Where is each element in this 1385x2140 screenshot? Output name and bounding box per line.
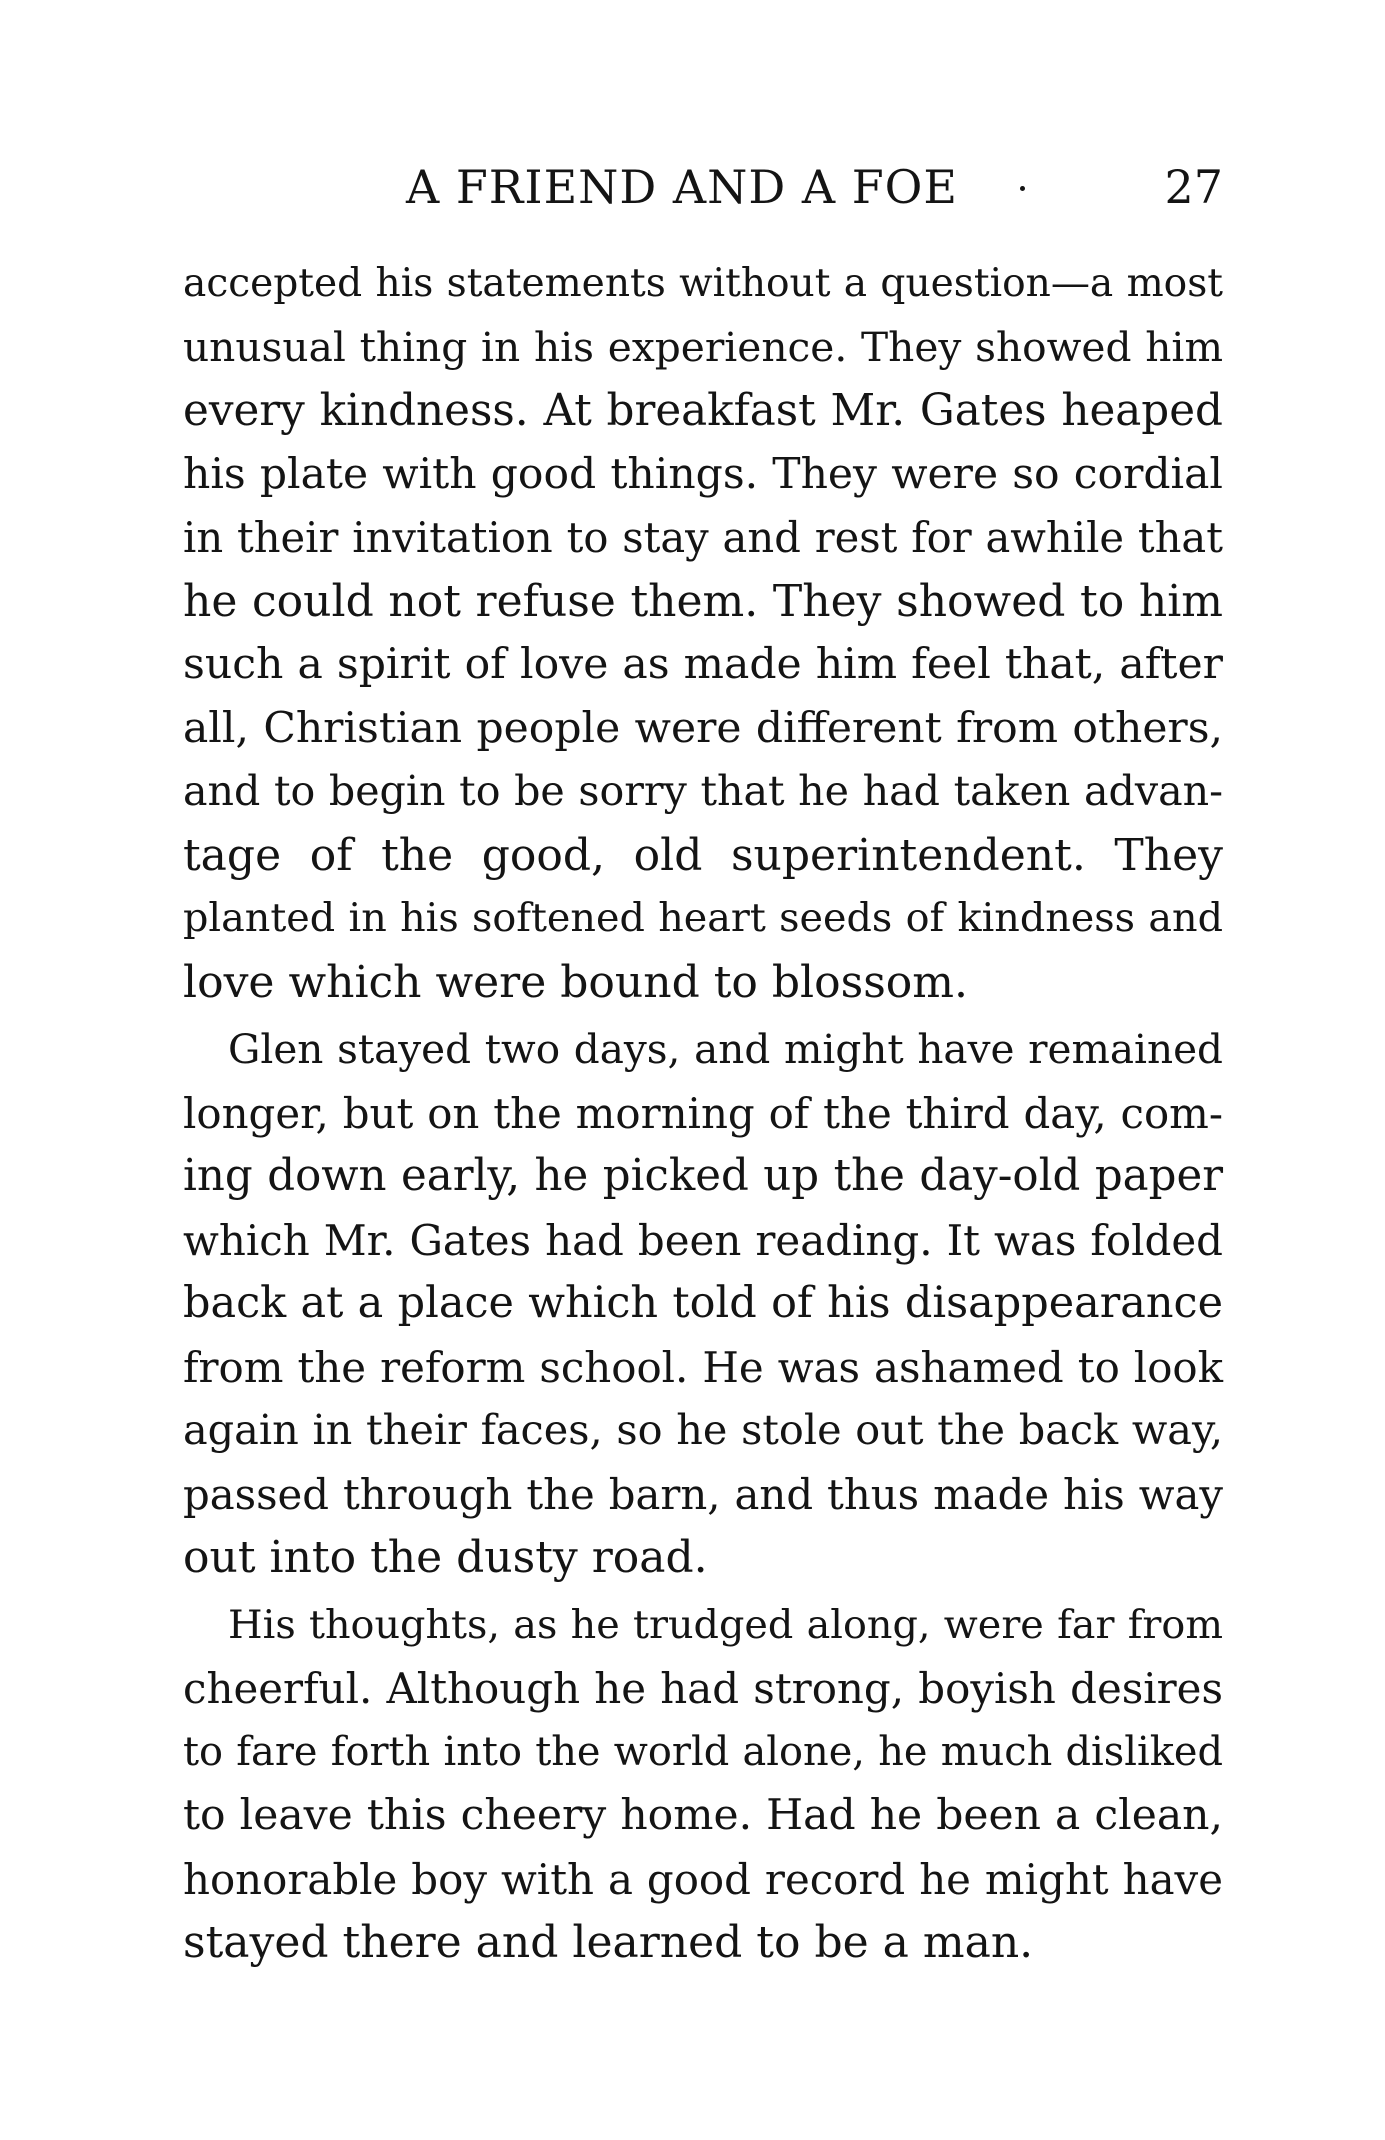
text-line: every kindness. At breakfast Mr. Gates heaped (183, 385, 1223, 436)
paragraph-2 (183, 1018, 1223, 1590)
text-line: ing down early, he picked up the day-old paper (183, 1151, 1223, 1201)
text-line: accepted his statements without a question—a most (183, 261, 1223, 306)
text-line: His thoughts, as he trudged along, were far from (228, 1601, 1223, 1648)
text-line: love which were bound to blossom. (183, 956, 968, 1008)
text-line: stayed there and learned to be a man. (183, 1917, 1034, 1968)
text-line: from the reform school. He was ashamed to look (183, 1342, 1223, 1392)
running-head (183, 152, 1223, 222)
text-line: which Mr. Gates had been reading. It was folded (183, 1215, 1223, 1265)
text-line: again in their faces, so he stole out the back way, (183, 1406, 1223, 1454)
text-line: longer, but on the morning of the third day, com- (183, 1088, 1223, 1138)
text-line: Glen stayed two days, and might have remained (228, 1025, 1223, 1073)
text-line: planted in his softened heart seeds of kindness and (183, 895, 1223, 941)
text-line: and to begin to be sorry that he had taken advan- (183, 767, 1223, 815)
paragraph-1 (183, 252, 1223, 1014)
text-line: unusual thing in his experience. They showed him (183, 322, 1223, 371)
text-line: cheerful. Although he had strong, boyish desires (183, 1664, 1223, 1713)
body-text (183, 252, 1223, 1975)
text-line: passed through the barn, and thus made his way (183, 1469, 1223, 1519)
text-line: his plate with good things. They were so cordial (183, 449, 1223, 499)
paragraph-3 (183, 1594, 1223, 1975)
text-line: in their invitation to stay and rest for awhile that (183, 513, 1223, 562)
text-line: to leave this cheery home. Had he been a clean, (183, 1791, 1223, 1840)
text-line: back at a place which told of his disappearance (183, 1278, 1223, 1328)
text-line: tage of the good, old superintendent. They (183, 829, 1223, 881)
header-dot (1020, 186, 1025, 191)
text-line: to fare forth into the world alone, he much disliked (183, 1728, 1223, 1775)
text-line: honorable boy with a good record he might have (183, 1854, 1223, 1904)
text-line: such a spirit of love as made him feel that, after (183, 640, 1223, 689)
text-line: all, Christian people were different from others, (183, 703, 1223, 753)
text-line: out into the dusty road. (183, 1532, 708, 1583)
page-number: 27 (1164, 160, 1223, 214)
text-line: he could not refuse them. They showed to him (183, 575, 1223, 627)
running-title: A FRIEND AND A FOE (406, 160, 958, 214)
